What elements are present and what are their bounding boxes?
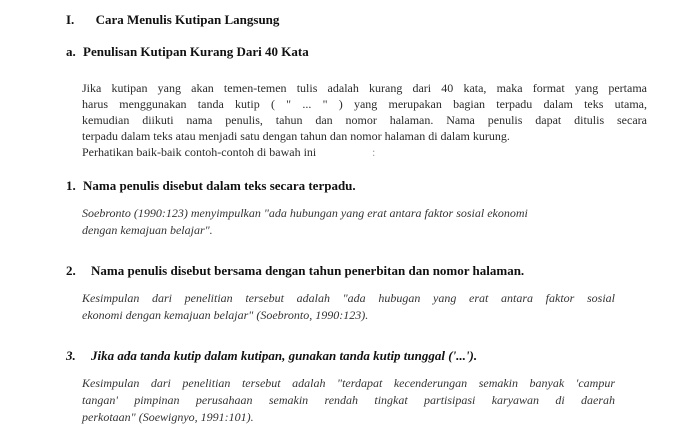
subsection-number: a. — [66, 44, 76, 59]
paragraph-line: terpadu dalam teks atau menjadi satu dengan tahun dan nomor halaman di dalam kurung. — [82, 129, 510, 143]
example-line: tangan' pimpinan perusahaan semakin rendah tingkat partisipasi karyawan di daerah — [82, 393, 615, 407]
paragraph-line: Jika kutipan yang akan temen-temen tulis adalah kurang dari 40 kata, maka format yang pertama — [82, 81, 647, 95]
item-title: Nama penulis disebut dalam teks secara terpadu. — [83, 178, 356, 193]
example-line: Kesimpulan dari penelitian tersebut adalah "ada hubugan yang erat antara faktor sosial — [82, 291, 615, 305]
section-heading — [66, 13, 279, 26]
example-line: dengan kemajuan belajar". — [82, 223, 213, 237]
item-number: 1. — [66, 178, 76, 193]
paragraph-line: harus menggunakan tanda kutip ( " ... " ) yang merupakan bagian terpadu dalam teks utama, — [82, 97, 647, 111]
section-title: Cara Menulis Kutipan Langsung — [95, 12, 280, 27]
paragraph-colon: : — [372, 145, 376, 159]
example-line: Kesimpulan dari penelitian tersebut adalah "terdapat kecenderungan semakin banyak 'campur — [82, 376, 615, 390]
example-line: perkotaan" (Soewignyo, 1991:101). — [82, 410, 254, 424]
paragraph-line: Perhatikan baik-baik contoh-contoh di bawah ini — [82, 145, 317, 159]
item-number: 3. — [66, 348, 76, 363]
item-heading — [66, 349, 477, 362]
example-line: Soebronto (1990:123) menyimpulkan "ada hubungan yang erat antara faktor sosial ekonomi — [82, 206, 528, 220]
section-number: I. — [66, 12, 75, 27]
item-heading — [66, 264, 524, 277]
item-number: 2. — [66, 263, 76, 278]
subsection-title: Penulisan Kutipan Kurang Dari 40 Kata — [83, 44, 309, 59]
item-title: Jika ada tanda kutip dalam kutipan, gunakan tanda kutip tunggal ('...'). — [91, 348, 478, 363]
subsection-heading — [66, 45, 309, 58]
paragraph-line: kemudian diikuti nama penulis, tahun dan nomor halaman. Nama penulis dapat ditulis secara — [82, 113, 647, 127]
item-heading — [66, 179, 356, 192]
item-title: Nama penulis disebut bersama dengan tahun penerbitan dan nomor halaman. — [91, 263, 525, 278]
example-line: ekonomi dengan kemajuan belajar" (Soebronto, 1990:123). — [82, 308, 369, 322]
